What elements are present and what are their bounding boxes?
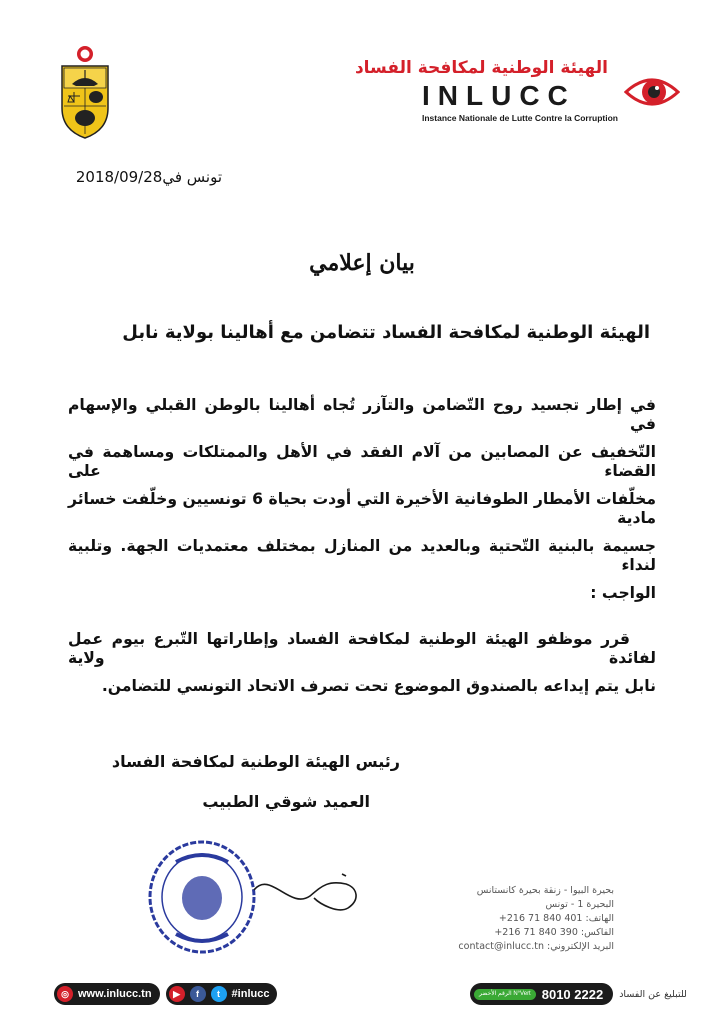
- green-number-badge: الرقم الأخضر N°Vert: [474, 989, 536, 1000]
- contact-block: [384, 884, 614, 954]
- handwritten-signature: [250, 860, 370, 920]
- website-link[interactable]: [54, 983, 160, 1005]
- official-stamp: [146, 838, 258, 956]
- fax-number: الفاكس: 390 840 71 216+: [494, 927, 614, 938]
- document-subtitle: الهيئة الوطنية لمكافحة الفساد تتضامن مع أهالينا بولاية نابل: [122, 322, 650, 343]
- address-line-1: بحيرة البيوا - زنقة بحيرة كانستانس: [476, 885, 614, 896]
- paragraph-1-line: في إطار تجسيد روح التّضامن والتآزر تُجاه أهالينا بالوطن القبلي والإسهام في: [68, 396, 656, 434]
- paragraph-1-line: جسيمة بالبنية التّحتية وبالعديد من المنازل بمختلف معتمديات الجهة. وتلبية لنداء: [68, 537, 656, 575]
- document-title: بيان إعلامي: [309, 250, 415, 276]
- footer-social: [54, 983, 277, 1005]
- paragraph-1: [68, 396, 656, 631]
- paragraph-2-line: قرر موظفو الهيئة الوطنية لمكافحة الفساد وإطاراتها التّبرع بيوم عمل لفائدة ولاية: [68, 630, 656, 668]
- report-corruption-label: للتبليغ عن الفساد: [619, 988, 687, 1000]
- eye-icon: [624, 72, 680, 112]
- signatory-role: رئيس الهيئة الوطنية لمكافحة الفساد: [111, 752, 400, 771]
- paragraph-1-line: الواجب :: [590, 584, 656, 602]
- globe-icon: ◎: [57, 986, 73, 1002]
- logo-subtitle: Instance Nationale de Lutte Contre la Corruption: [422, 113, 618, 123]
- youtube-icon: ▶: [169, 986, 185, 1002]
- paragraph-1-line: مخلّفات الأمطار الطوفانية الأخيرة التي أودت بحياة 6 تونسيين وخلّفت خسائر مادية: [68, 490, 657, 528]
- address-line-2: البحيرة 1 - تونس: [545, 899, 614, 910]
- paragraph-2-line: نابل يتم إيداعه بالصندوق الموضوع تحت تصرف الاتحاد التونسي للتضامن.: [101, 677, 656, 695]
- hashtag-text: #inlucc: [231, 988, 270, 1000]
- logo-acronym: INLUCC: [422, 80, 576, 111]
- footer-hotline: [470, 983, 687, 1005]
- paragraph-1-line: التّخفيف عن المصابين من آلام الفقد في الأهل والممتلكات ومساهمة في القضاء على: [68, 443, 656, 481]
- inlucc-logo: [354, 58, 680, 124]
- phone-number: الهاتف: 401 840 71 216+: [498, 913, 614, 924]
- social-hashtag[interactable]: [166, 983, 278, 1005]
- document-date: تونس في2018/09/28: [75, 168, 222, 186]
- hotline-button[interactable]: [470, 983, 613, 1005]
- twitter-icon: t: [211, 986, 227, 1002]
- tunisia-coat-of-arms-logo: [50, 44, 120, 140]
- website-text: www.inlucc.tn: [78, 988, 152, 1000]
- signatory-name: العميد شوقي الطبيب: [202, 792, 370, 811]
- logo-arabic-text: الهيئة الوطنية لمكافحة الفساد: [354, 58, 608, 78]
- email-address: البريد الإلكتروني: contact@inlucc.tn: [458, 941, 614, 952]
- paragraph-2: [68, 630, 656, 724]
- hotline-number: 8010 2222: [541, 986, 604, 1002]
- facebook-icon: f: [190, 986, 206, 1002]
